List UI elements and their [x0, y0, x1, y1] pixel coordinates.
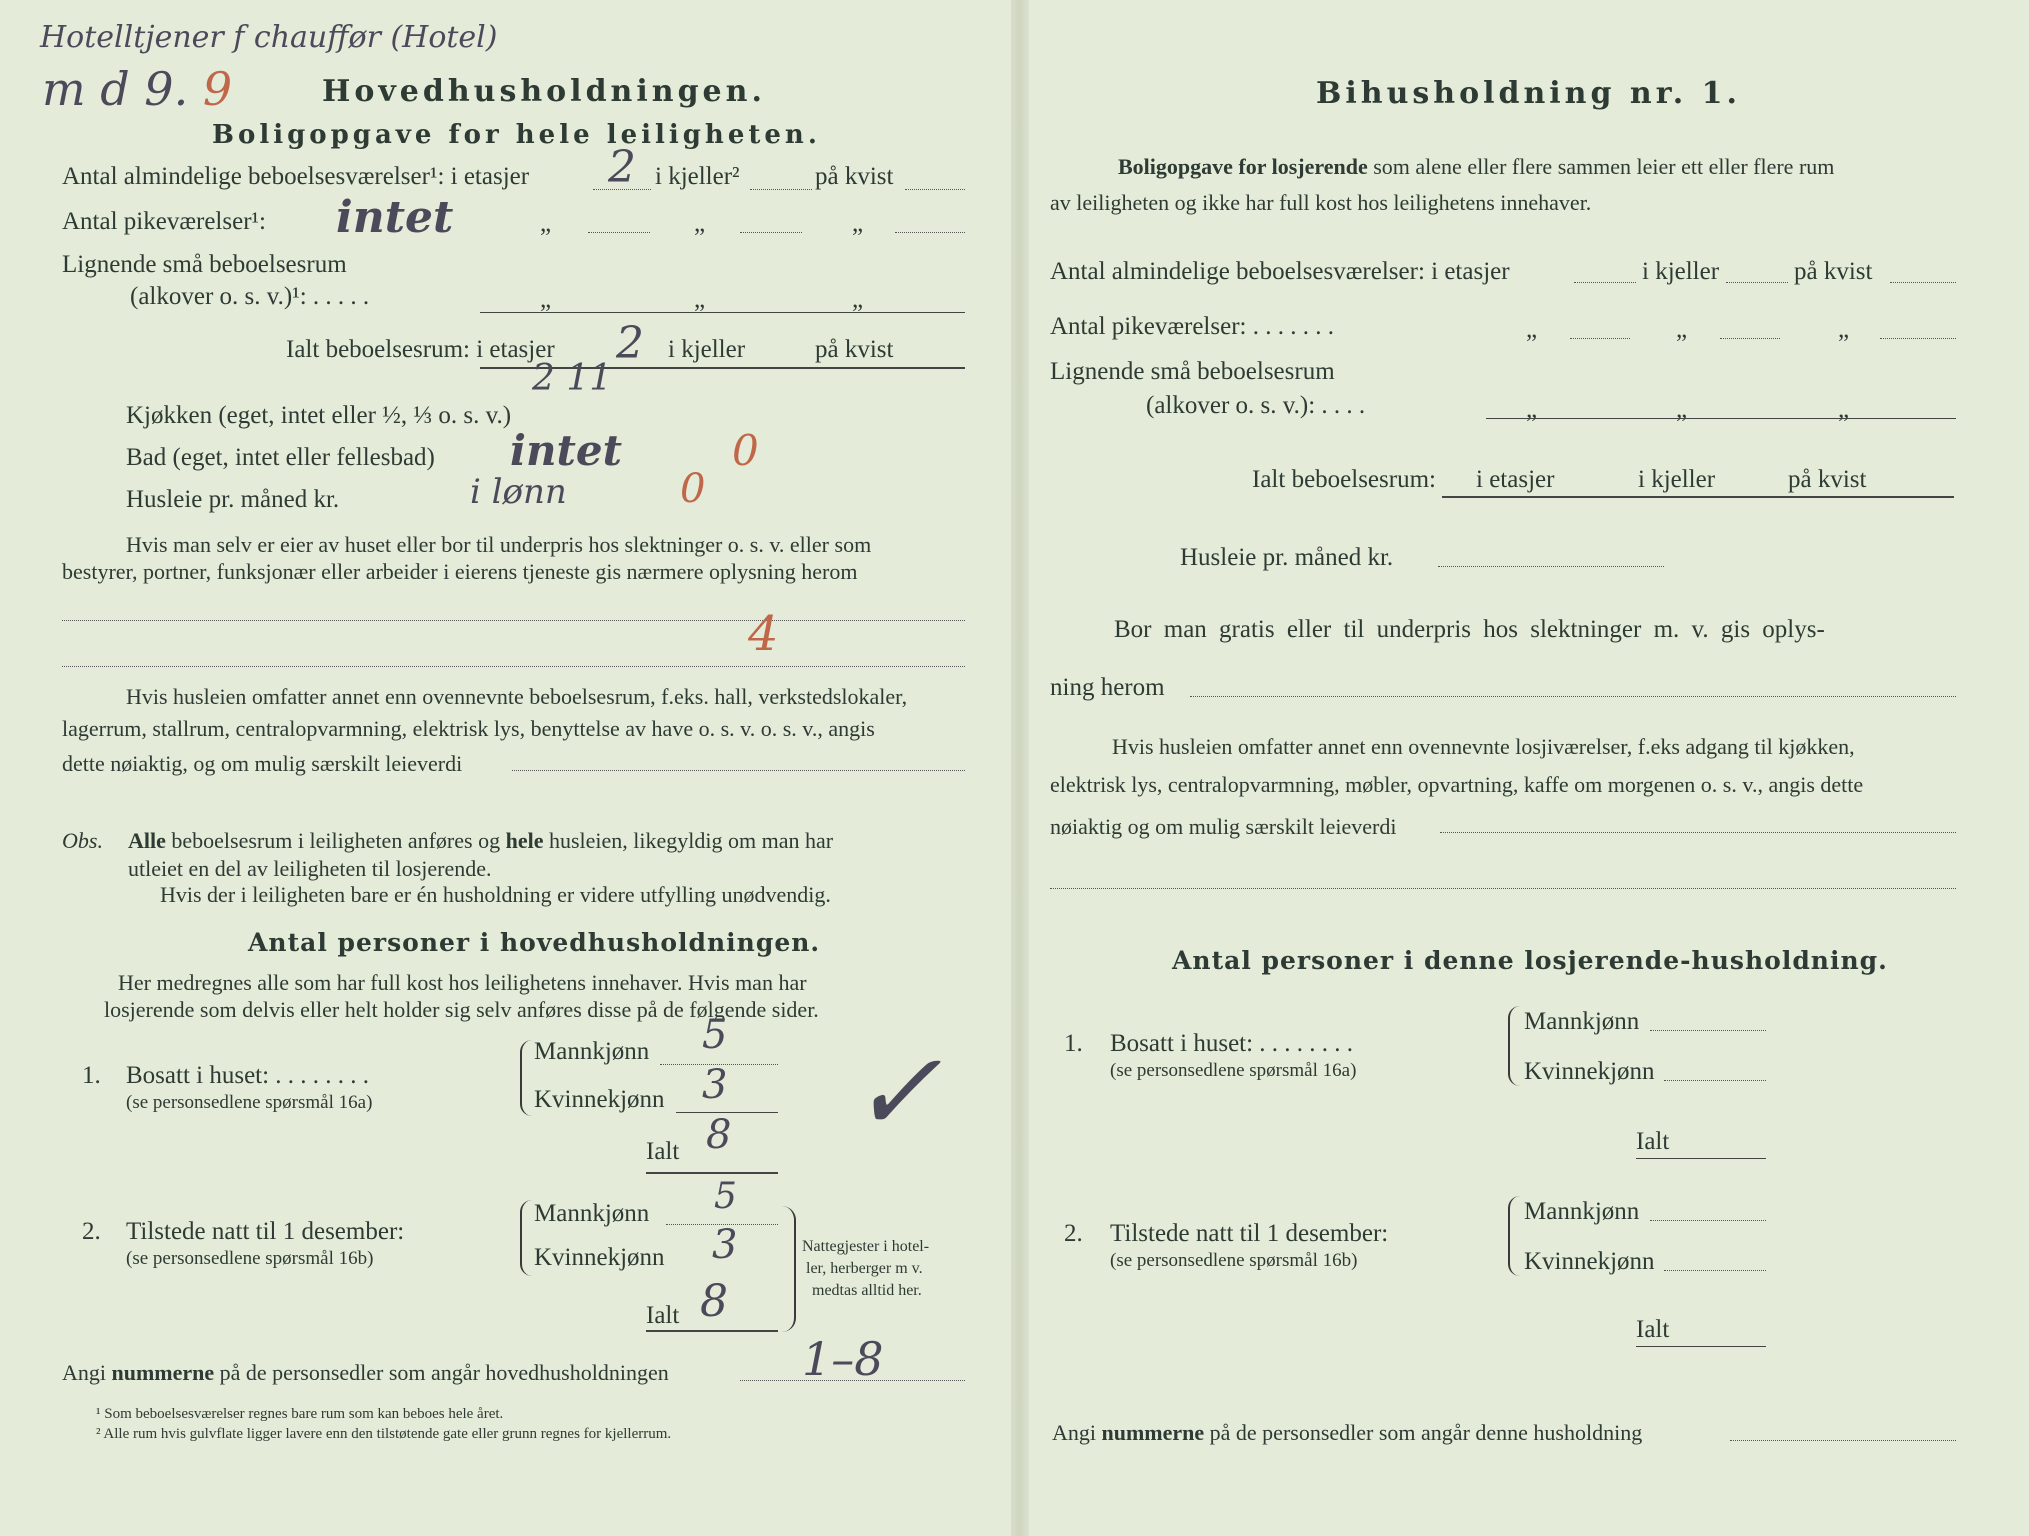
night-guests-note-2: ler, herberger m v.	[806, 1260, 923, 1277]
small-rooms-label: Lignende små beboelsesrum	[62, 251, 347, 278]
sub-rooms-kjeller-line	[1726, 282, 1788, 283]
main-household-subtitle: Boligopgave for hele leiligheten.	[212, 120, 821, 150]
rooms-kjeller-line	[750, 189, 812, 190]
rooms-kvist-label: på kvist	[815, 163, 894, 190]
rooms-etasjer-value: 2	[608, 142, 636, 193]
sub-small-rooms-label: Lignende små beboelsesrum	[1050, 358, 1335, 385]
sub-q1-sublabel: (se personsedlene spørsmål 16a)	[1110, 1060, 1357, 1081]
bath-label: Bad (eget, intet eller fellesbad)	[126, 444, 435, 471]
angi-numbers-label: Angi nummerne på de personsedler som angår hovedhusholdningen	[62, 1360, 669, 1385]
q1-total-line	[646, 1172, 778, 1174]
sub-small-ditto-1: „	[1526, 396, 1538, 423]
q1-female-value: 3	[702, 1062, 728, 1108]
night-guests-note-1: Nattegjester i hotel-	[802, 1238, 930, 1255]
small-rooms-sublabel: (alkover o. s. v.)¹: . . . . .	[130, 283, 370, 310]
sub-total-etasjer-label: i etasjer	[1476, 466, 1555, 493]
sub-rooms-kvist-label: på kvist	[1794, 258, 1873, 285]
sub-free-rent-line-1: Bor man gratis eller til underpris hos slektninger m. v. gis oplys-	[1114, 616, 1825, 643]
sub-rooms-kvist-line	[1890, 282, 1956, 283]
total-rooms-label: Ialt beboelsesrum: i etasjer	[286, 336, 555, 363]
kitchen-label: Kjøkken (eget, intet eller ½, ⅓ o. s. v.)	[126, 402, 512, 429]
rooms-kjeller-label: i kjeller²	[655, 163, 740, 190]
sub-rent-includes-line-2: elektrisk lys, centralopvarmning, møbler, opvartning, kaffe om morgenen o. s. v., angis dette	[1050, 772, 1864, 797]
persons-title: Antal personer i hovedhusholdningen.	[248, 928, 821, 957]
sub-q1-male-line	[1650, 1030, 1766, 1031]
maid-rooms-ditto-2: „	[694, 210, 706, 237]
rent-includes-line-3: dette nøiaktig, og om mulig særskilt leieverdi	[62, 751, 463, 776]
q2-number: 2.	[82, 1218, 101, 1245]
sub-rent-includes-line-b	[1050, 888, 1956, 889]
sub-angi-numbers-line	[1730, 1440, 1956, 1441]
q2-brace	[520, 1200, 532, 1276]
sub-rent-includes-line	[1440, 832, 1956, 833]
rooms-row-label: Antal almindelige beboelsesværelser¹: i etasjer	[62, 163, 530, 190]
sub-small-ditto-2: „	[1676, 396, 1688, 423]
sub-rent-includes-line-3: nøiaktig og om mulig særskilt leieverdi	[1050, 814, 1397, 839]
sub-maid-line-3	[1880, 338, 1956, 339]
q2-female-label: Kvinnekjønn	[534, 1244, 665, 1271]
handwritten-checkmark: ✓	[850, 1028, 943, 1156]
maid-rooms-value: intet	[336, 192, 454, 243]
q2-male-value: 5	[714, 1176, 737, 1217]
q2-sublabel: (se personsedlene spørsmål 16b)	[126, 1248, 374, 1269]
q2-total-label: Ialt	[646, 1302, 680, 1329]
sub-small-rooms-underline	[1486, 418, 1956, 419]
sub-q1-number: 1.	[1064, 1030, 1083, 1057]
sub-total-kjeller-label: i kjeller	[1638, 466, 1716, 493]
q2-label: Tilstede natt til 1 desember:	[126, 1218, 405, 1245]
sub-rent-line	[1438, 566, 1664, 567]
sub-rooms-label: Antal almindelige beboelsesværelser: i etasjer	[1050, 258, 1510, 285]
sub-maid-ditto-1: „	[1526, 316, 1538, 343]
page-fold	[1011, 0, 1029, 1536]
obs-label: Obs.	[62, 828, 103, 853]
rent-includes-line	[512, 770, 965, 771]
q2-female-value: 3	[712, 1222, 738, 1268]
rooms-kvist-line	[905, 189, 965, 190]
maid-rooms-line-3	[895, 232, 965, 233]
total-rooms-etasjer-value: 2	[616, 318, 644, 369]
owner-note-line-a	[62, 620, 965, 621]
owner-note-line-2: bestyrer, portner, funksjonær eller arbeider i eierens tjeneste gis nærmere oplysning herom	[62, 559, 858, 584]
sub-household-intro: Boligopgave for losjerende som alene eller flere sammen leier ett eller flere rum	[1118, 154, 1835, 179]
owner-red-mark: 4	[748, 606, 779, 662]
q1-male-label: Mannkjønn	[534, 1038, 650, 1065]
sub-rent-label: Husleie pr. måned kr.	[1180, 544, 1394, 571]
owner-note-line-b	[62, 666, 965, 667]
sub-q2-male-label: Mannkjønn	[1524, 1198, 1640, 1225]
sub-q2-total-label: Ialt	[1636, 1316, 1670, 1343]
maid-rooms-ditto-1: „	[540, 210, 552, 237]
q1-total-value: 8	[706, 1112, 732, 1158]
sub-q1-total-line	[1636, 1158, 1766, 1159]
sub-maid-ditto-3: „	[1838, 316, 1850, 343]
persons-note-line-1: Her medregnes alle som har full kost hos leilighetens innehaver. Hvis man har	[118, 970, 807, 995]
sub-q1-male-label: Mannkjønn	[1524, 1008, 1640, 1035]
bath-red-value: 0	[732, 426, 759, 475]
sub-maid-ditto-2: „	[1676, 316, 1688, 343]
sub-rooms-etasjer-line	[1574, 282, 1636, 283]
rent-includes-line-2: lagerrum, stallrum, centralopvarmning, elektrisk lys, benyttelse av have o. s. v. o. s. v., angis	[62, 716, 875, 741]
maid-rooms-ditto-3: „	[852, 210, 864, 237]
sub-free-rent-line	[1190, 696, 1956, 697]
angi-numbers-value: 1–8	[802, 1332, 884, 1386]
sub-q2-number: 2.	[1064, 1220, 1083, 1247]
rent-label: Husleie pr. måned kr.	[126, 486, 340, 513]
sub-q1-brace	[1508, 1006, 1520, 1086]
owner-note-line-1: Hvis man selv er eier av huset eller bor til underpris hos slektninger o. s. v. eller som	[126, 532, 872, 557]
persons-note-line-2: losjerende som delvis eller helt holder sig selv anføres disse på de følgende sider.	[104, 997, 819, 1022]
main-household-title: Hovedhusholdningen.	[322, 74, 766, 109]
night-guests-note-3: medtas alltid her.	[812, 1282, 922, 1299]
footnote-2: ² Alle rum hvis gulvflate ligger lavere enn den tilstøtende gate eller grunn regnes for kjellerrum.	[96, 1426, 672, 1442]
maid-rooms-line-2	[740, 232, 802, 233]
q1-sublabel: (se personsedlene spørsmål 16a)	[126, 1092, 373, 1113]
handwritten-occupation-note: Hotelltjener f chauffør (Hotel)	[40, 20, 498, 55]
rent-red-value: 0	[680, 466, 706, 512]
sub-household-intro-2: av leiligheten og ikke har full kost hos leilighetens innehaver.	[1050, 190, 1592, 215]
sub-angi-numbers-label: Angi nummerne på de personsedler som angår denne husholdning	[1052, 1420, 1643, 1445]
q1-label: Bosatt i huset: . . . . . . . .	[126, 1062, 370, 1089]
sub-q1-total-label: Ialt	[1636, 1128, 1670, 1155]
sub-maid-rooms-label: Antal pikeværelser: . . . . . . .	[1050, 313, 1334, 340]
q1-number: 1.	[82, 1062, 101, 1089]
sub-rooms-kjeller-label: i kjeller	[1642, 258, 1720, 285]
sub-q2-brace	[1508, 1196, 1520, 1276]
maid-rooms-label: Antal pikeværelser¹:	[62, 208, 266, 235]
total-rooms-kjeller-label: i kjeller	[668, 336, 746, 363]
sub-q2-label: Tilstede natt til 1 desember:	[1110, 1220, 1389, 1247]
q2-total-value: 8	[700, 1276, 728, 1327]
rent-value: i lønn	[470, 472, 567, 512]
handwritten-reference-red: 9	[202, 62, 233, 116]
sub-q1-female-label: Kvinnekjønn	[1524, 1058, 1655, 1085]
small-rooms-ditto-1: „	[540, 286, 552, 313]
sub-small-ditto-3: „	[1838, 396, 1850, 423]
total-rooms-kvist-label: på kvist	[815, 336, 894, 363]
sub-household-title: Bihusholdning nr. 1.	[1316, 76, 1741, 111]
small-rooms-ditto-2: „	[694, 286, 706, 313]
sub-persons-title: Antal personer i denne losjerende-husholdning.	[1172, 946, 1888, 975]
sub-rent-includes-line-1: Hvis husleien omfatter annet enn ovennevnte losjiværelser, f.eks adgang til kjøkken,	[1112, 734, 1855, 759]
total-rooms-struck-value: 2 11	[532, 358, 613, 399]
q2-male-label: Mannkjønn	[534, 1200, 650, 1227]
sub-maid-line-2	[1720, 338, 1780, 339]
footnote-1: ¹ Som beboelsesværelser regnes bare rum som kan beboes hele året.	[96, 1406, 504, 1422]
q1-brace	[520, 1040, 532, 1116]
sub-total-rooms-underline	[1442, 496, 1954, 498]
obs-line-2: utleiet en del av leiligheten til losjerende.	[128, 856, 492, 881]
sub-q2-female-line	[1664, 1270, 1766, 1271]
sub-total-rooms-label: Ialt beboelsesrum:	[1252, 466, 1436, 493]
sub-q2-sublabel: (se personsedlene spørsmål 16b)	[1110, 1250, 1358, 1271]
sub-small-rooms-sublabel: (alkover o. s. v.): . . . .	[1146, 392, 1366, 419]
q1-total-label: Ialt	[646, 1138, 680, 1165]
small-rooms-underline	[480, 312, 965, 313]
obs-line-3: Hvis der i leiligheten bare er én husholdning er videre utfylling unødvendig.	[160, 882, 831, 907]
handwritten-reference: m d 9. 9	[42, 62, 233, 116]
sub-q1-label: Bosatt i huset: . . . . . . . .	[1110, 1030, 1354, 1057]
sub-q2-female-label: Kvinnekjønn	[1524, 1248, 1655, 1275]
rent-includes-line-1: Hvis husleien omfatter annet enn ovennevnte beboelsesrum, f.eks. hall, verkstedslokaler,	[126, 684, 908, 709]
sub-free-rent-line-2: ning herom	[1050, 674, 1165, 701]
sub-q1-female-line	[1664, 1080, 1766, 1081]
bath-value: intet	[510, 426, 623, 475]
q1-female-label: Kvinnekjønn	[534, 1086, 665, 1113]
q2-total-line	[646, 1330, 778, 1332]
maid-rooms-line-1	[588, 232, 650, 233]
sub-q2-male-line	[1650, 1220, 1766, 1221]
obs-line-1: Alle beboelsesrum i leiligheten anføres og hele husleien, likegyldig om man har	[128, 828, 834, 853]
q1-male-value: 5	[702, 1012, 728, 1058]
q2-right-brace	[782, 1206, 796, 1332]
sub-maid-line-1	[1570, 338, 1630, 339]
sub-q2-total-line	[1636, 1346, 1766, 1347]
small-rooms-ditto-3: „	[852, 286, 864, 313]
sub-total-kvist-label: på kvist	[1788, 466, 1867, 493]
